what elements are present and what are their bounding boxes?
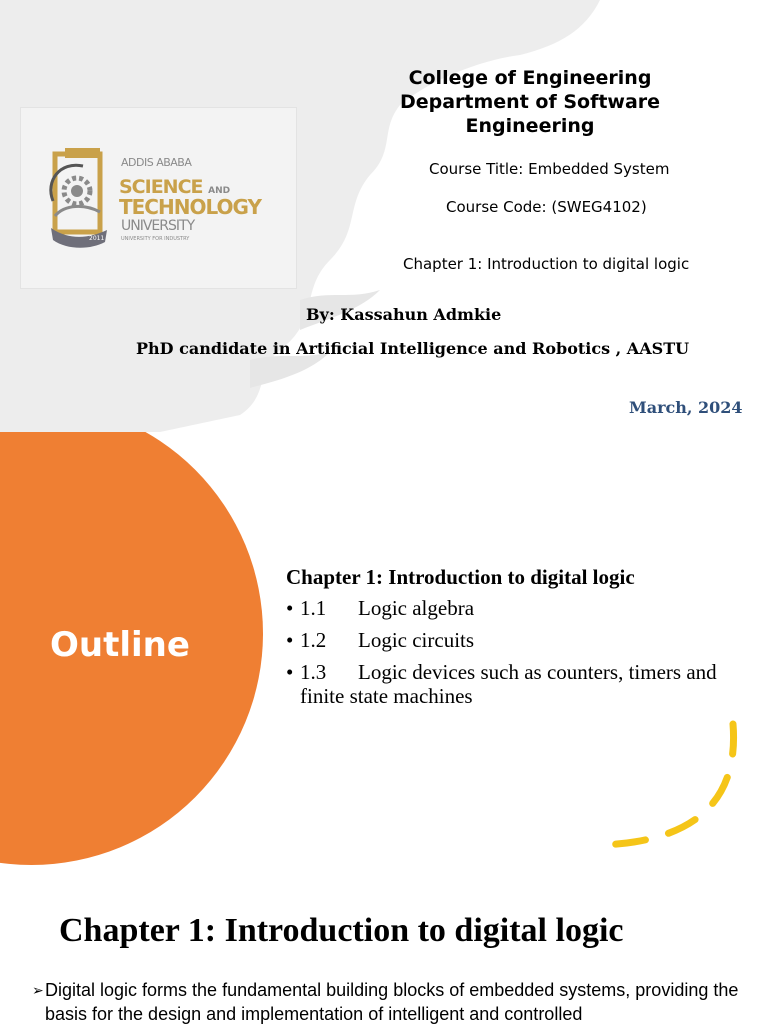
institution-heading: [340, 66, 720, 138]
logo-text-university: UNIVERSITY: [121, 218, 195, 234]
body-paragraph: Digital logic forms the fundamental building blocks of embedded systems, providing the basis for the design and implementation of intelligent and controlled: [45, 980, 739, 1024]
university-emblem-icon: [45, 146, 125, 256]
bullet-icon: •: [286, 596, 294, 620]
logo-text-addis-ababa: ADDIS ABABA: [121, 156, 192, 169]
decorative-dashed-arc: [0, 432, 768, 865]
department-name-line2: Engineering: [465, 115, 595, 137]
item-number: 1.3: [300, 660, 327, 684]
item-text: Logic devices such as counters, timers and finite state machines: [300, 660, 717, 708]
outline-chapter-heading: Chapter 1: Introduction to digital logic: [286, 565, 635, 589]
outline-slide: [0, 432, 768, 865]
title-slide: [0, 0, 768, 432]
content-slide: [0, 865, 768, 1024]
item-text: Logic circuits: [358, 628, 475, 652]
logo-tagline: UNIVERSITY FOR INDUSTRY: [121, 236, 190, 242]
presentation-date: March, 2024: [629, 398, 743, 417]
outline-title: Outline: [50, 625, 190, 665]
bullet-icon: •: [286, 660, 294, 684]
university-logo: [20, 107, 297, 289]
logo-text-technology: TECHNOLOGY: [119, 195, 261, 219]
slide-body: [32, 978, 762, 1024]
slide-title: Chapter 1: Introduction to digital logic: [59, 912, 624, 949]
course-code: Course Code: (SWEG4102): [446, 198, 647, 216]
bullet-icon: •: [286, 628, 294, 652]
college-name: College of Engineering: [408, 67, 652, 89]
course-title: Course Title: Embedded System: [429, 160, 670, 178]
department-name-line1: Department of Software: [399, 91, 661, 113]
arrow-bullet-icon: ➢: [32, 982, 44, 998]
item-number: 1.2: [300, 628, 327, 652]
svg-text:2011: 2011: [89, 235, 105, 242]
item-number: 1.1: [300, 596, 327, 620]
chapter-title: Chapter 1: Introduction to digital logic: [403, 255, 690, 273]
logo-text-science: SCIENCE AND: [119, 176, 231, 198]
author-affiliation: PhD candidate in Artificial Intelligence and Robotics , AASTU: [136, 339, 690, 358]
item-text: Logic algebra: [358, 596, 475, 620]
author-name: By: Kassahun Admkie: [306, 305, 502, 324]
